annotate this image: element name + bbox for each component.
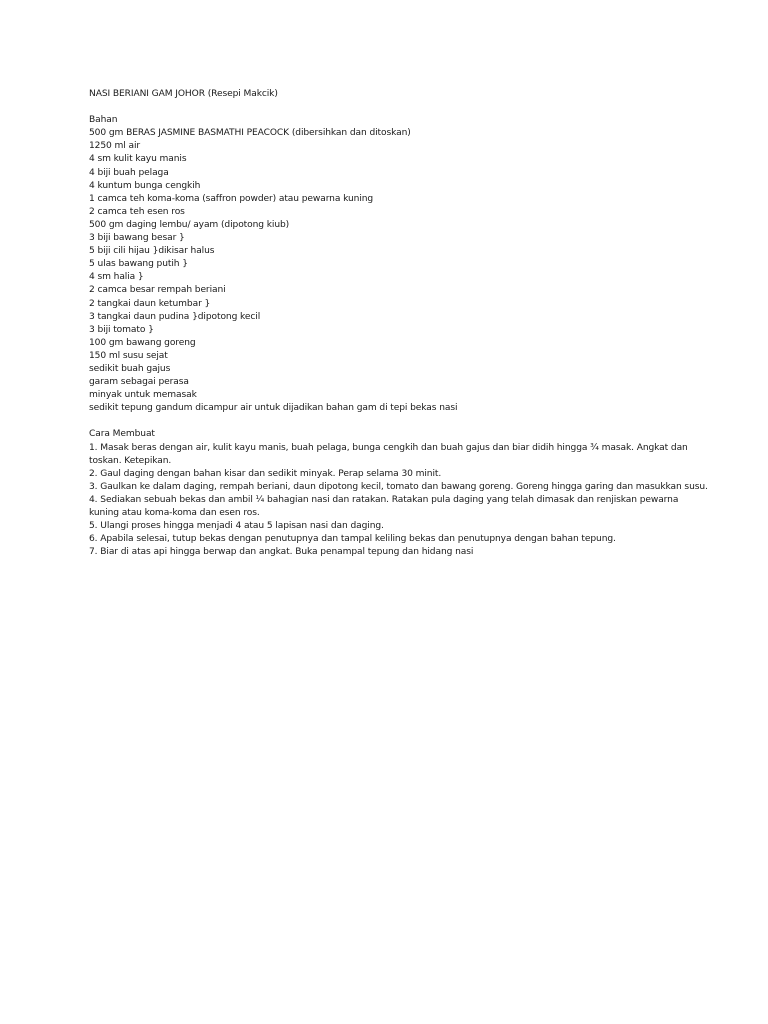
method-step: 1. Masak beras dengan air, kulit kayu manis, buah pelaga, bunga cengkih dan buah gajus dan biar didih hingga ¾ masak. Angkat dan toskan. Ketepikan.	[89, 442, 688, 466]
method-heading: Cara Membuat	[89, 429, 155, 440]
ingredient-item: 2 camca besar rempah beriani	[89, 285, 226, 296]
ingredient-item: 5 ulas bawang putih }	[89, 259, 188, 270]
ingredient-item: 5 biji cili hijau }dikisar halus	[89, 246, 215, 257]
spacer	[89, 101, 689, 114]
ingredient-item: 4 biji buah pelaga	[89, 167, 169, 178]
ingredient-item: 150 ml susu sejat	[89, 350, 168, 361]
ingredient-item: 3 biji tomato }	[89, 324, 154, 335]
ingredient-item: 500 gm daging lembu/ ayam (dipotong kiub)	[89, 219, 290, 230]
ingredients-heading: Bahan	[89, 115, 118, 126]
method-step: 5. Ulangi proses hingga menjadi 4 atau 5 lapisan nasi dan daging.	[89, 521, 384, 532]
ingredient-item: 3 tangkai daun pudina }dipotong kecil	[89, 311, 261, 322]
recipe-title: NASI BERIANI GAM JOHOR (Resepi Makcik)	[89, 89, 278, 99]
ingredient-item: garam sebagai perasa	[89, 377, 189, 388]
ingredient-item: 100 gm bawang goreng	[89, 337, 196, 348]
ingredient-item: 2 tangkai daun ketumbar }	[89, 298, 211, 309]
ingredient-item: 1 camca teh koma-koma (saffron powder) atau pewarna kuning	[89, 193, 374, 204]
method-step: 2. Gaul daging dengan bahan kisar dan sedikit minyak. Perap selama 30 minit.	[89, 468, 442, 479]
ingredient-item: 4 sm kulit kayu manis	[89, 154, 187, 165]
method-step: 4. Sediakan sebuah bekas dan ambil ¼ bahagian nasi dan ratakan. Ratakan pula daging yang telah dimasak dan renjiskan pewarna kuning atau koma-koma dan esen ros.	[89, 494, 679, 518]
ingredient-item: minyak untuk memasak	[89, 390, 197, 401]
ingredient-item: 1250 ml air	[89, 141, 141, 152]
document-page	[89, 88, 708, 559]
method-steps-list	[89, 442, 708, 560]
ingredient-item: 3 biji bawang besar }	[89, 233, 185, 244]
ingredient-item: 2 camca teh esen ros	[89, 206, 185, 217]
method-step: 3. Gaulkan ke dalam daging, rempah beriani, daun dipotong kecil, tomato dan bawang goreng. Goreng hingga garing dan masukkan susu.	[89, 481, 708, 492]
method-step: 6. Apabila selesai, tutup bekas dengan penutupnya dan tampal keliling bekas dan penutupnya dengan bahan tepung.	[89, 534, 616, 545]
ingredient-item: sedikit tepung gandum dicampur air untuk dijadikan bahan gam di tepi bekas nasi	[89, 403, 458, 414]
ingredients-list	[89, 127, 689, 415]
ingredient-item: sedikit buah gajus	[89, 363, 171, 374]
ingredient-item: 4 kuntum bunga cengkih	[89, 180, 201, 191]
ingredient-item: 4 sm halia }	[89, 272, 144, 283]
ingredient-item: 500 gm BERAS JASMINE BASMATHI PEACOCK (dibersihkan dan ditoskan)	[89, 128, 411, 139]
spacer	[89, 415, 689, 428]
method-step: 7. Biar di atas api hingga berwap dan angkat. Buka penampal tepung dan hidang nasi	[89, 547, 474, 558]
